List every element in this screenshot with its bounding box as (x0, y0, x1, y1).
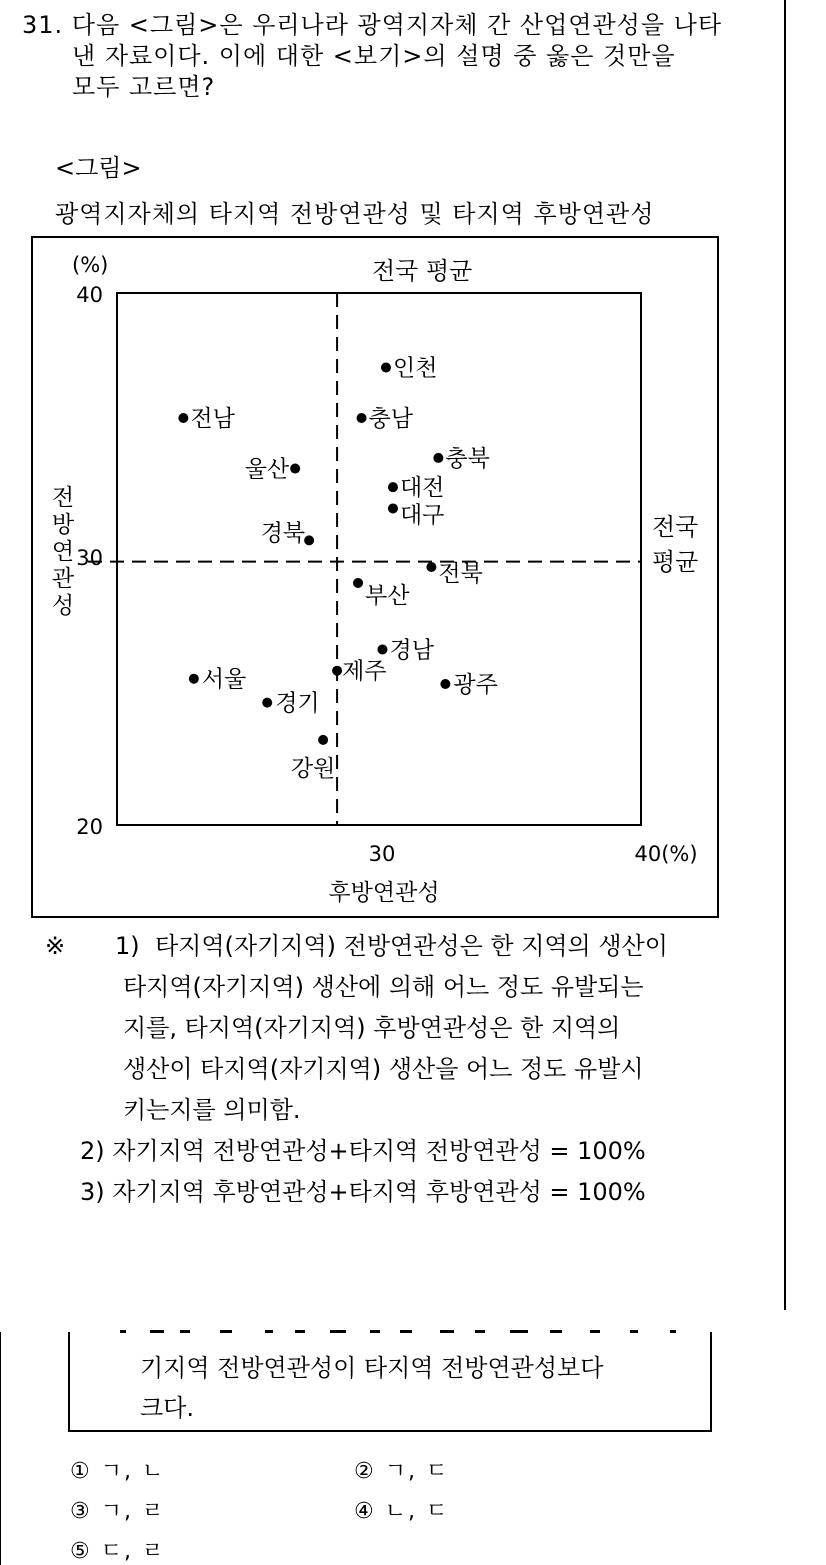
data-label-경남: 경남 (389, 637, 434, 664)
note-mark: ※ (45, 932, 66, 960)
data-point-충북 (433, 453, 443, 463)
data-point-강원 (318, 735, 328, 745)
data-label-부산: 부산 (365, 582, 410, 609)
y-axis-label-char: 성 (51, 593, 75, 619)
column-divider-left (0, 1332, 1, 1565)
answer-choice-3[interactable]: ③ ㄱ, ㄹ (70, 1499, 166, 1524)
answer-choice-1[interactable]: ① ㄱ, ㄴ (70, 1459, 166, 1484)
data-point-울산 (290, 464, 300, 474)
data-label-전북: 전북 (438, 560, 483, 587)
data-point-서울 (189, 674, 199, 684)
data-point-경기 (262, 698, 272, 708)
data-point-부산 (353, 578, 363, 588)
data-point-대구 (388, 503, 398, 513)
data-points (178, 355, 497, 781)
data-point-제주 (332, 666, 342, 676)
data-point-전남 (178, 413, 188, 423)
data-label-대구: 대구 (399, 502, 445, 529)
answer-choice-4[interactable]: ④ ㄴ, ㄷ (354, 1499, 450, 1524)
figure-notes (45, 926, 745, 1213)
note-line: 2) 자기지역 전방연관성+타지역 전방연관성 = 100% (80, 1137, 646, 1165)
box-line: 기지역 전방연관성이 타지역 전방연관성보다 (140, 1354, 604, 1382)
data-label-대전: 대전 (399, 475, 445, 502)
answer-choice-2[interactable]: ② ㄱ, ㄷ (354, 1459, 450, 1484)
y-tick-label: 40 (76, 283, 103, 307)
y-tick-label: 20 (76, 815, 103, 839)
box-line: 크다. (140, 1394, 194, 1422)
note-line: 생산이 타지역(자기지역) 생산을 어느 정도 유발시 (123, 1055, 644, 1083)
data-point-대전 (388, 482, 398, 492)
x-tick-label: 30 (368, 842, 396, 866)
note-line: 키는지를 의미함. (123, 1096, 301, 1124)
data-label-충남: 충남 (368, 406, 413, 433)
figure-frame (32, 237, 718, 917)
data-label-강원: 강원 (290, 755, 336, 782)
data-label-충북: 충북 (445, 445, 490, 472)
y-axis-label (52, 485, 75, 619)
data-point-경북 (304, 535, 314, 545)
horizontal-average-label: 전국 (652, 513, 699, 541)
figure-title: 광역지자체의 타지역 전방연관성 및 타지역 후방연관성 (55, 200, 655, 228)
answer-choice-5[interactable]: ⑤ ㄷ, ㄹ (70, 1539, 166, 1564)
x-tick-label: 40(%) (634, 842, 698, 866)
y-axis-label-char: 전 (51, 485, 75, 511)
data-point-충남 (357, 413, 367, 423)
y-axis-label-char: 관 (51, 566, 75, 592)
data-label-경기: 경기 (275, 690, 320, 717)
y-axis-label-char: 연 (51, 539, 75, 565)
note-line: 지를, 타지역(자기지역) 후방연관성은 한 지역의 (123, 1014, 621, 1042)
data-point-경남 (377, 644, 387, 654)
question-line: 31. 다음 <그림>은 우리나라 광역지자체 간 산업연관성을 나타 (22, 11, 723, 39)
data-label-경북: 경북 (260, 520, 306, 547)
x-axis-label: 후방연관성 (328, 880, 440, 906)
data-label-제주: 제주 (342, 658, 387, 685)
data-point-전북 (426, 562, 436, 572)
note-line: 타지역(자기지역) 전방연관성은 한 지역의 생산이 (155, 932, 668, 960)
data-label-인천: 인천 (392, 355, 438, 382)
plot-area (117, 293, 641, 825)
vertical-average-label: 전국 평균 (372, 257, 473, 285)
data-label-울산: 울산 (244, 456, 290, 483)
note-number: 1) (115, 932, 140, 960)
data-label-광주: 광주 (453, 672, 498, 699)
y-axis-label-char: 방 (51, 512, 75, 538)
note-line: 3) 자기지역 후방연관성+타지역 후방연관성 = 100% (80, 1178, 646, 1206)
data-label-전남: 전남 (190, 406, 235, 433)
y-tick-label: 30 (76, 546, 103, 570)
question-line: 모두 고르면? (72, 73, 216, 101)
data-label-서울: 서울 (201, 666, 247, 693)
question-line: 낸 자료이다. 이에 대한 <보기>의 설명 중 옳은 것만을 (72, 42, 676, 70)
note-line: 타지역(자기지역) 생산에 의해 어느 정도 유발되는 (123, 973, 644, 1001)
data-point-인천 (381, 362, 391, 372)
data-point-광주 (440, 679, 450, 689)
horizontal-average-label: 평균 (652, 548, 699, 576)
choices-box-text (140, 1348, 603, 1428)
y-axis-unit: (%) (72, 253, 109, 277)
figure-label: <그림> (55, 154, 142, 182)
